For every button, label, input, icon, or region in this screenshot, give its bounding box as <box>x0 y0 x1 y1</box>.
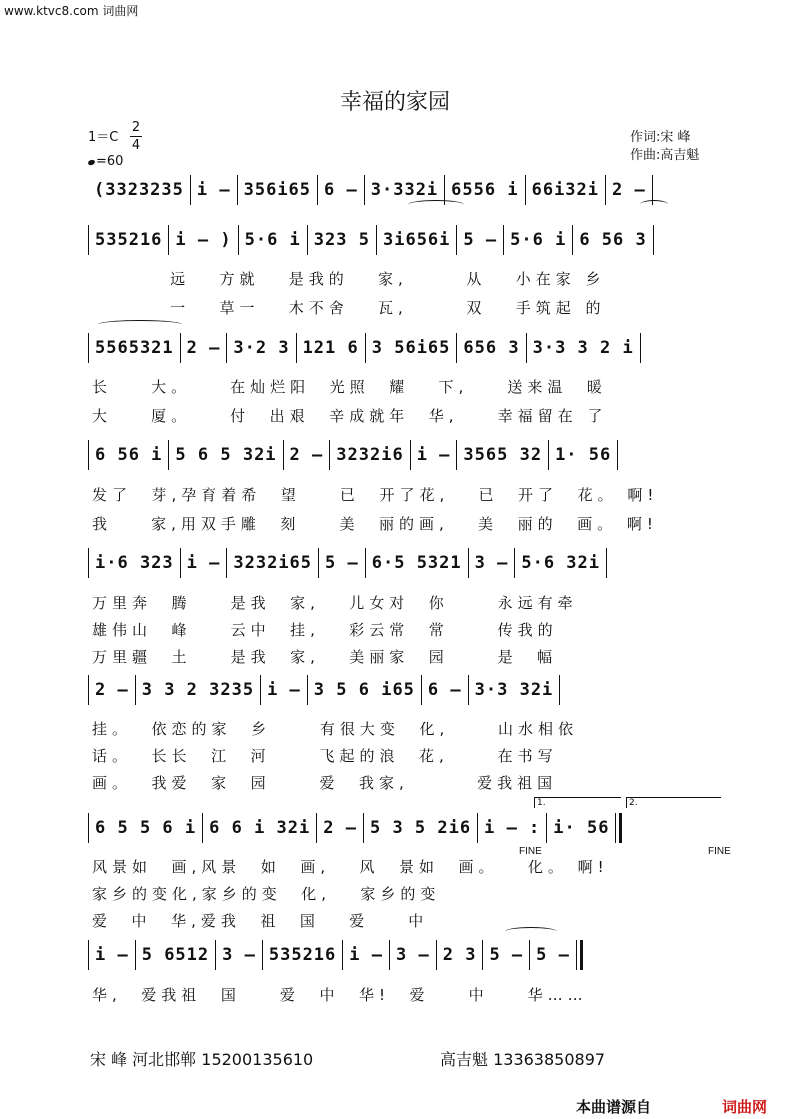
measure: 3 56i65 <box>371 338 451 358</box>
measure: 3i656i <box>382 230 451 250</box>
time-bottom: 4 <box>131 138 141 153</box>
fine-label-1: FINE <box>519 846 542 857</box>
measure: 5 6 5 32i <box>175 445 277 465</box>
lyric-verse-1-line-4: 万里奔 腾 是我 家, 儿女对 你 永远有牵 <box>92 594 578 612</box>
measure: 5 – <box>325 553 359 573</box>
measure: 3·3 32i <box>474 680 554 700</box>
footer-lyricist-contact: 宋 峰 河北邯郸 15200135610 <box>90 1050 314 1069</box>
measure: 535216 <box>268 945 337 965</box>
measure: 2 – <box>612 180 646 200</box>
site-watermark: www.ktvc8.com 词曲网 <box>4 4 139 18</box>
measure: (3323235 <box>94 180 184 200</box>
measure: 5 3 5 2i6 <box>369 818 472 838</box>
measure: 3 5 6 i65 <box>313 680 415 700</box>
measure: 66i32i <box>531 180 600 200</box>
slur-mark <box>640 200 668 209</box>
measure: 356i65 <box>243 180 312 200</box>
measure: 2 – <box>289 445 324 465</box>
lyric-verse-2-line-1: 一 草一 木不舍 瓦, 双 手筑起 的 <box>92 299 606 317</box>
measure: 2 – <box>186 338 221 358</box>
measure: 5 – <box>536 945 570 965</box>
notation-line-3 <box>88 330 728 366</box>
measure: i – <box>95 945 129 965</box>
measure: 2 – <box>323 818 357 838</box>
time-signature <box>130 120 142 153</box>
measure: i – <box>196 180 231 200</box>
measure: i – <box>267 680 301 700</box>
lyric-verse-3-line-6: 爱 中 华,爱我 祖 国 爱 中 <box>92 912 429 930</box>
measure: i· 56 <box>553 818 610 838</box>
barline <box>615 813 622 843</box>
measure: 6 5 5 6 i <box>95 818 197 838</box>
measure: 3232i65 <box>233 553 313 573</box>
time-top: 2 <box>131 120 141 135</box>
measure: 3·2 3 <box>233 338 290 358</box>
measure: 6 6 i 32i <box>209 818 311 838</box>
quarter-note-icon <box>87 159 95 166</box>
measure: i – <box>186 553 221 573</box>
measure: 656 3 <box>463 338 520 358</box>
lyric-verse-1-line-3: 发了 芽,孕育着希 望 已 开了花, 已 开了 花。 啊! <box>92 486 659 504</box>
barline <box>576 940 583 970</box>
measure: i – <box>349 945 383 965</box>
measure: 5·6 i <box>244 230 301 250</box>
volta-1-bracket: 1. <box>534 797 621 808</box>
measure: 2 – <box>95 680 129 700</box>
lyric-verse-3-line-5: 画。 我爱 家 园 爱 我家, 爱我祖国 <box>92 774 558 792</box>
song-title: 幸福的家园 <box>339 90 450 115</box>
measure: i – <box>416 445 451 465</box>
measure: 3 3 2 3235 <box>141 680 255 700</box>
measure: 5 – <box>489 945 524 965</box>
measure: 3·3 3 2 i <box>532 338 634 358</box>
lyric-coda-line: 华, 爱我祖 国 爱 中 华! 爱 中 华…… <box>92 986 588 1004</box>
measure: 6 – <box>324 180 358 200</box>
brand-link[interactable]: 词曲网 <box>722 1098 768 1116</box>
measure: 3·332i <box>370 180 439 200</box>
lyric-verse-1-line-2: 长 大。 在灿烂阳 光照 耀 下, 送来温 暖 <box>92 378 607 396</box>
lyric-verse-2-line-3: 我 家,用双手雕 刻 美 丽的画, 美 丽的 画。 啊! <box>92 515 658 533</box>
key-signature: 1＝C <box>88 130 119 145</box>
source-label: 本曲谱源自 <box>576 1098 652 1116</box>
barline <box>559 675 560 705</box>
measure: 1· 56 <box>555 445 612 465</box>
measure: 5 6512 <box>141 945 210 965</box>
measure: 3 – <box>396 945 430 965</box>
notation-line-2 <box>88 222 728 258</box>
measure: 323 5 <box>313 230 370 250</box>
lyric-verse-2-line-4: 雄伟山 峰 云中 挂, 彩云常 常 传我的 <box>92 621 558 639</box>
measure: 6·5 5321 <box>371 553 462 573</box>
notation-line-4 <box>88 437 728 473</box>
composer-credit: 作曲:高吉魁 <box>630 148 700 163</box>
barline <box>640 333 641 363</box>
barline <box>606 548 607 578</box>
measure: 5565321 <box>95 338 174 358</box>
measure: 3 – <box>222 945 256 965</box>
lyric-verse-1-line-5: 挂。 依恋的家 乡 有很大变 化, 山水相依 <box>92 720 579 738</box>
measure: 5·6 i <box>510 230 567 250</box>
lyric-verse-3-line-4: 万里疆 土 是我 家, 美丽家 园 是 幅 <box>92 648 558 666</box>
notation-line-6 <box>88 672 728 708</box>
measure: 3565 32 <box>463 445 543 465</box>
measure: 6 – <box>427 680 462 700</box>
footer-composer-contact: 高吉魁 13363850897 <box>440 1050 606 1069</box>
lyricist-credit: 作词:宋 峰 <box>630 130 691 145</box>
lyric-verse-2-line-2: 大 厦。 付 出艰 辛成就年 华, 幸福留在 了 <box>92 407 608 425</box>
lyric-verse-2-line-6: 家乡的变化,家乡的变 化, 家乡的变 <box>92 885 441 903</box>
notation-line-7 <box>88 810 728 846</box>
fine-label-2: FINE <box>708 846 731 857</box>
slur-mark <box>408 200 464 209</box>
measure: 6 56 i <box>95 445 163 465</box>
notation-line-5 <box>88 545 728 581</box>
measure: i – ) <box>175 230 232 250</box>
measure: i·6 323 <box>95 553 174 573</box>
measure: 121 6 <box>302 338 359 358</box>
measure: 6556 i <box>451 180 519 200</box>
slur-mark <box>98 320 182 329</box>
measure: 5 – <box>463 230 498 250</box>
measure: i – : <box>484 818 541 838</box>
measure: 5·6 32i <box>521 553 601 573</box>
measure: 6 56 3 <box>579 230 647 250</box>
measure: 535216 <box>95 230 163 250</box>
lyric-verse-1-line-1: 远 方就 是我的 家, 从 小在家 乡 <box>92 270 606 288</box>
measure: 3232i6 <box>336 445 404 465</box>
measure: 3 – <box>474 553 509 573</box>
lyric-verse-2-line-5: 话。 长长 江 河 飞起的浪 花, 在书写 <box>92 747 558 765</box>
notation-line-8 <box>88 937 728 973</box>
lyric-verse-1-line-6: 风景如 画,风景 如 画, 风 景如 画。 化。 啊! <box>92 858 609 876</box>
measure: 2 3 <box>442 945 477 965</box>
tempo-value: =60 <box>96 154 124 169</box>
barline <box>653 225 654 255</box>
volta-2-bracket: 2. <box>626 797 721 808</box>
barline <box>617 440 618 470</box>
tempo-marking <box>88 154 123 169</box>
